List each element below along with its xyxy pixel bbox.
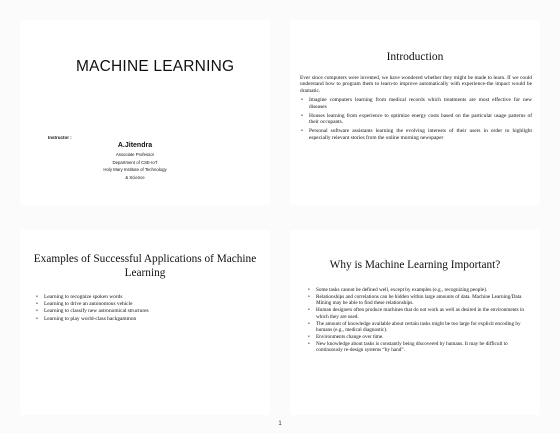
slide-3-title: Examples of Successful Applications of Machine Learning: [33, 253, 257, 279]
slide-importance: [290, 230, 540, 415]
bullet-text: Personal software assistants learning the evolving interests of their users in order to highlight especially relevant stories from the online morning newspaper: [309, 128, 532, 141]
bullet-text: Houses learning from experience to optimize energy costs based on the particular usage patterns of their occupants.: [309, 112, 532, 126]
importance-bullet-list: [307, 287, 532, 353]
bullet-text: Some tasks cannot be defined well, except by examples (e.g., recognizing people).: [316, 287, 488, 293]
slide-3-body: [35, 294, 255, 323]
slide-2-title: Introduction: [386, 51, 444, 63]
list-item: [307, 307, 532, 319]
applications-bullet-list: [35, 294, 255, 323]
bullet-icon: •: [301, 112, 303, 119]
slide-introduction: [290, 20, 540, 205]
instructor-institute: Holy Mary Institute of Technology: [103, 167, 167, 173]
intro-bullet-list: [300, 97, 532, 141]
bullet-text: Imagine computers learning from medical records which treatments are most effective for new diseases: [309, 97, 532, 110]
bullet-text: Learning to drive an autonomous vehicle: [44, 301, 133, 308]
list-item: [35, 316, 255, 323]
slide-title: [20, 20, 270, 205]
list-item: [307, 287, 532, 293]
bullet-text: Relationships and correlations can be hidden within large amounts of data. Machine Learning/Data Mining may be able to find these relationships.: [316, 294, 522, 307]
bullet-icon: •: [36, 308, 38, 315]
instructor-info: [95, 140, 175, 181]
bullet-text: Learning to classify new astronomical structures: [44, 308, 149, 315]
list-item: [300, 128, 532, 141]
slide-1-title: MACHINE LEARNING: [76, 58, 235, 75]
bullet-text: Learning to recognize spoken words: [44, 294, 123, 300]
list-item: [307, 294, 532, 306]
page-number: 1: [278, 421, 282, 427]
bullet-text: Human designers often produce machines that do not work as well as desired in the environments in which they are used.: [316, 307, 525, 320]
instructor-department: Department of CSE-IoT: [112, 159, 158, 165]
list-item: [307, 321, 532, 333]
bullet-icon: •: [308, 294, 310, 301]
bullet-icon: •: [36, 301, 38, 308]
instructor-label: Instructor :: [48, 135, 72, 140]
intro-paragraph: Ever since computers were invented, we have wondered whether they might be made to learn. If we could understand how to program them to learn-to improve automatically with experience-the impact would be dramatic.: [300, 75, 532, 94]
bullet-icon: •: [308, 287, 310, 293]
bullet-icon: •: [301, 97, 303, 104]
instructor-institute-cont: & Science: [125, 174, 145, 180]
list-item: [35, 294, 255, 301]
slide-applications: [20, 230, 270, 415]
slide-2-body: [300, 75, 532, 144]
bullet-text: Environments change over time.: [316, 333, 384, 340]
bullet-text: Learning to play world-class backgammon: [44, 315, 137, 322]
slide-4-title: Why is Machine Learning Important?: [329, 259, 501, 271]
bullet-icon: •: [308, 320, 310, 327]
bullet-icon: •: [36, 294, 38, 300]
bullet-icon: •: [308, 341, 310, 348]
bullet-text: The amount of knowledge available about certain tasks might be too large for explicit encoding by humans (e.g., medical diagnostic).: [316, 320, 521, 333]
list-item: [307, 341, 532, 353]
instructor-name: A.Jitendra: [117, 142, 153, 149]
slide-4-body: [307, 287, 532, 354]
list-item: [300, 97, 532, 110]
bullet-text: New knowledge about tasks is constantly being discovered by humans. It may be difficult to continuously re-design systems “by hand”.: [316, 341, 508, 354]
instructor-position: Associate Professor: [115, 152, 155, 157]
bullet-icon: •: [308, 307, 310, 314]
bullet-icon: •: [301, 128, 303, 135]
list-item: [35, 308, 255, 315]
list-item: [300, 113, 532, 126]
bullet-icon: •: [36, 315, 38, 322]
list-item: [307, 334, 532, 340]
bullet-icon: •: [308, 333, 310, 340]
